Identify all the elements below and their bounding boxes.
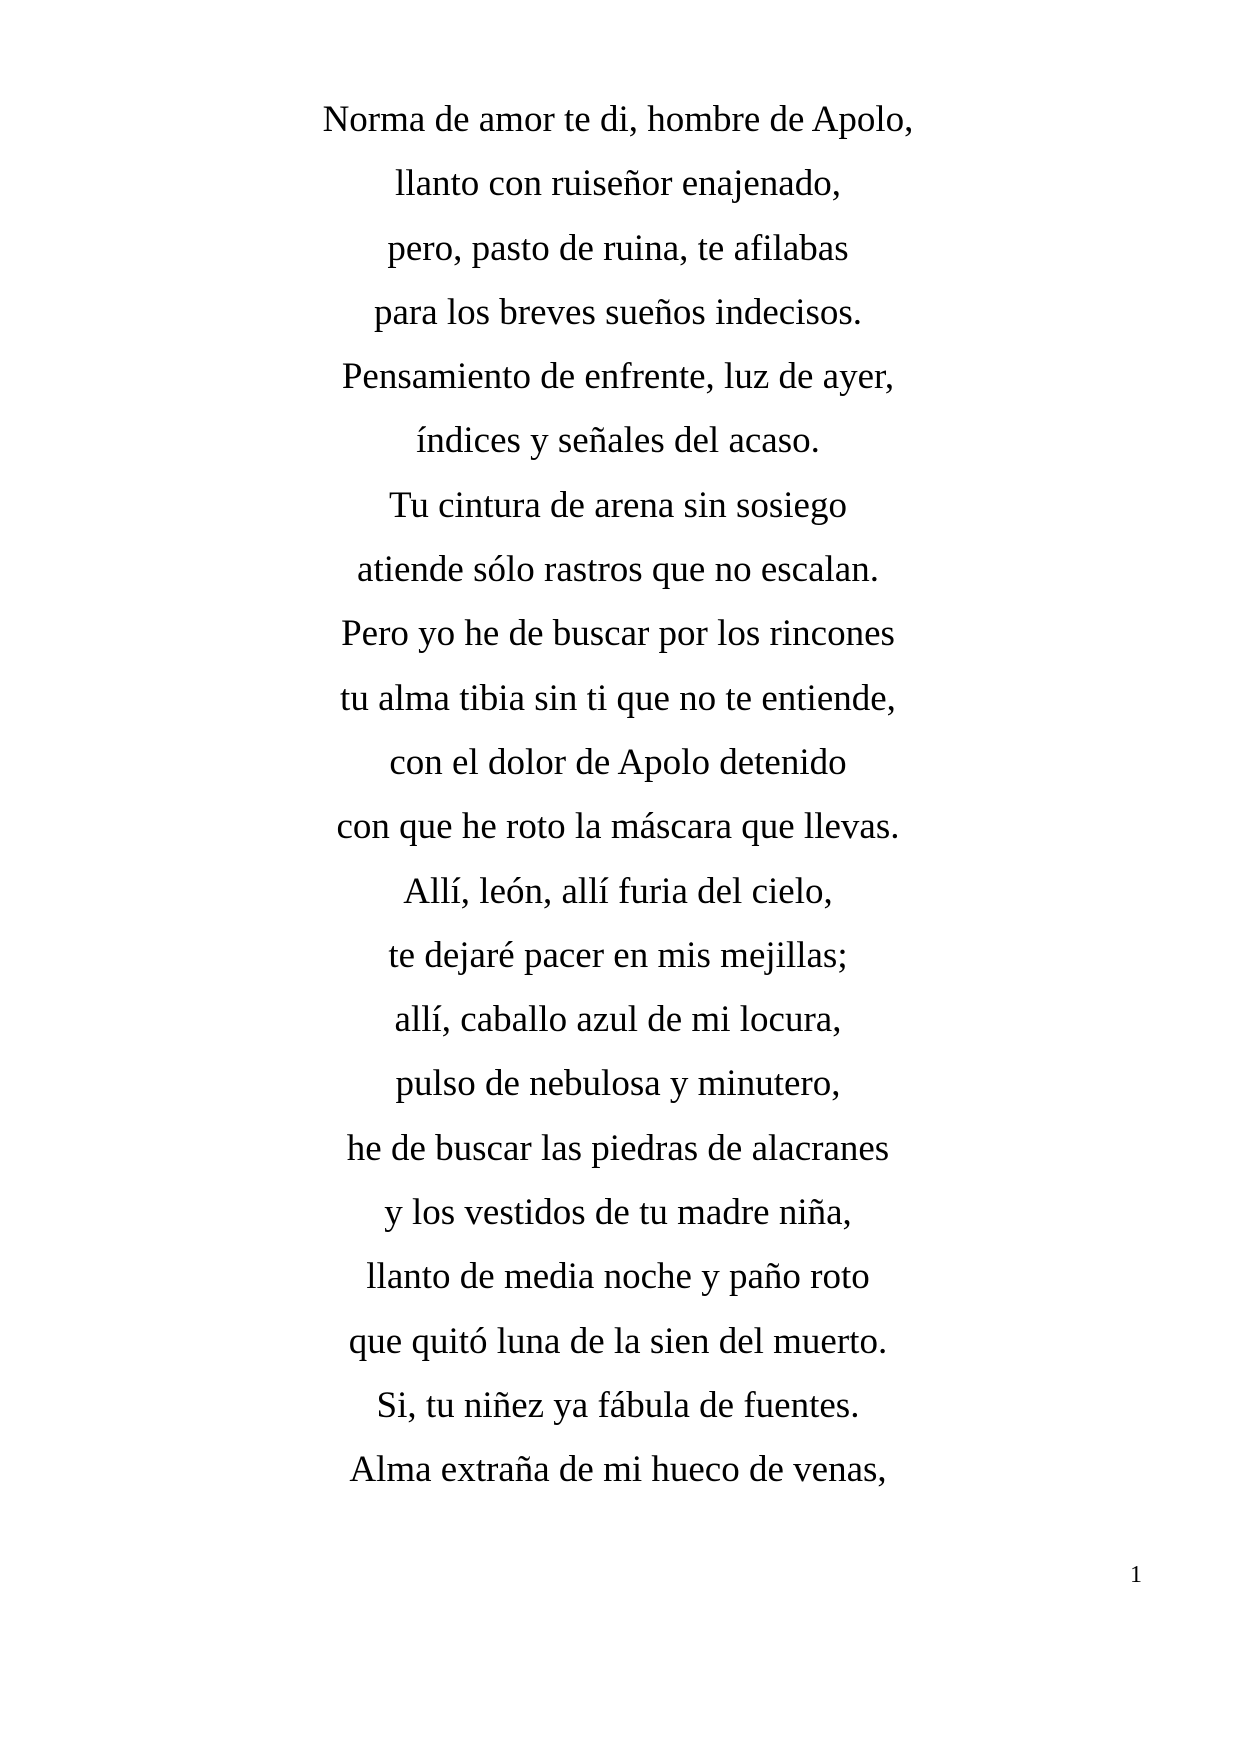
poem-verse: atiende sólo rastros que no escalan. [357,549,879,591]
poem-verse: tu alma tibia sin ti que no te entiende, [340,677,896,719]
poem-verse: te dejaré pacer en mis mejillas; [388,934,848,976]
poem-body [0,88,1242,1503]
poem-verse: Tu cintura de arena sin sosiego [389,484,847,526]
poem-verse: llanto con ruiseñor enajenado, [395,163,841,205]
poem-verse: Alma extraña de mi hueco de venas, [349,1449,887,1491]
poem-verse: Pensamiento de enfrente, luz de ayer, [341,356,895,398]
poem-verse: Pero yo he de buscar por los rincones [341,613,895,655]
poem-verse: con que he roto la máscara que llevas. [336,806,900,848]
poem-verse: y los vestidos de tu madre niña, [384,1192,852,1234]
poem-verse: que quitó luna de la sien del muerto. [348,1320,888,1362]
poem-verse: Norma de amor te di, hombre de Apolo, [322,99,914,140]
poem-verse: con el dolor de Apolo detenido [389,741,847,783]
poem-verse: pero, pasto de ruina, te afilabas [387,227,849,269]
poem-verse: Si, tu niñez ya fábula de fuentes. [376,1384,860,1426]
poem-verse: pulso de nebulosa y minutero, [395,1063,841,1105]
page-number: 1 [1130,1562,1142,1588]
poem-verse: llanto de media noche y paño roto [366,1256,870,1298]
poem-verse: para los breves sueños indecisos. [373,291,863,333]
poem-verse: índices y señales del acaso. [416,420,820,462]
poem-verse: he de buscar las piedras de alacranes [346,1127,890,1169]
poem-verse: allí, caballo azul de mi locura, [394,999,842,1041]
poem-verse: Allí, león, allí furia del cielo, [403,870,833,912]
